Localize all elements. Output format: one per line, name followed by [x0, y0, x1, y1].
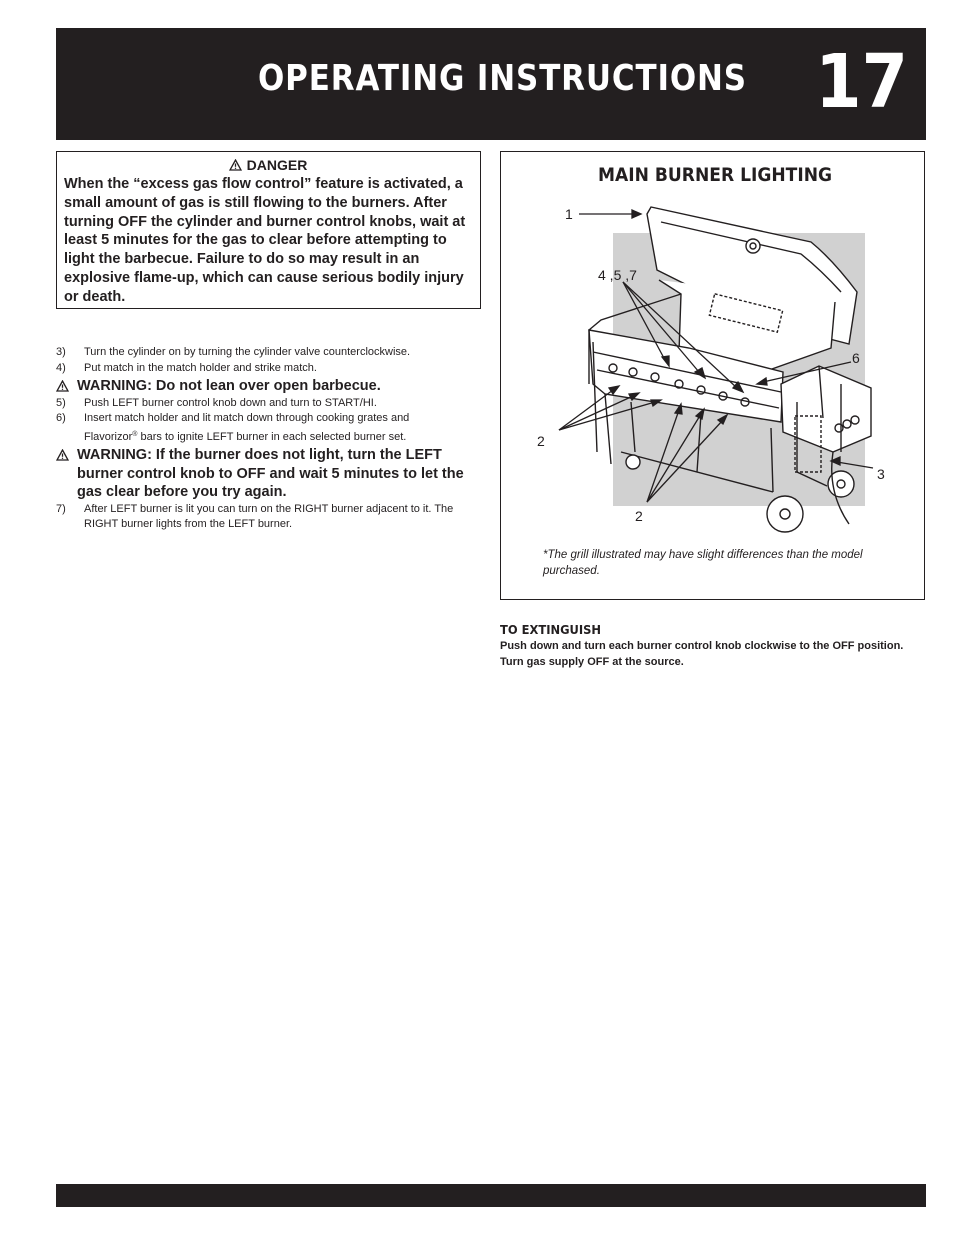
step-text: Push LEFT burner control knob down and turn to START/HI. [84, 396, 377, 409]
footer-bar [56, 1184, 926, 1207]
step-5 [56, 396, 486, 412]
step-number: 6) [56, 412, 66, 424]
warning-triangle-icon [56, 449, 69, 461]
callout-label-2-bottom: 2 [635, 508, 643, 524]
extinguish-text: Push down and turn each burner control knob clockwise to the OFF position. Turn gas supply OFF at the source. [500, 640, 904, 668]
step-text: Put match in the match holder and strike match. [84, 361, 317, 374]
step-text: After LEFT burner is lit you can turn on the RIGHT burner adjacent to it. The RIGHT burner lights from the LEFT burner. [84, 502, 454, 530]
step-7 [56, 502, 486, 533]
callout-label-2-left: 2 [537, 433, 545, 449]
danger-text: When the “excess gas flow control” feature is activated, a small amount of gas is still flowing to the burners. After turning OFF the cylinder and burner control knobs, wait at least 5 minutes for the gas to clear before attempting to light the barbecue. Failure to do so may result in an explosive flame-up, which can cause serious bodily injury or death. [64, 176, 466, 305]
step-3 [56, 345, 486, 361]
grill-illustration [501, 152, 924, 599]
step-text: Turn the cylinder on by turning the cylinder valve counterclockwise. [84, 346, 411, 358]
lighting-steps [56, 345, 486, 533]
page-title: OPERATING INSTRUCTIONS [258, 58, 747, 99]
extinguish-section [500, 622, 920, 670]
step-number: 7) [56, 502, 66, 515]
page-header [56, 28, 926, 140]
warning-text: WARNING: If the burner does not light, turn the LEFT burner control knob to OFF and wait 5 minutes to let the gas clear before you try again. [77, 447, 464, 500]
callout-label-4-5-7: 4 ,5 ,7 [598, 267, 637, 283]
warning-lean [56, 377, 486, 396]
warning-text: WARNING: Do not lean over open barbecue. [77, 378, 381, 394]
step-number: 3) [56, 346, 66, 358]
warning-triangle-icon [56, 380, 69, 392]
figure-title: MAIN BURNER LIGHTING [598, 164, 833, 186]
danger-heading-text: DANGER [246, 157, 308, 173]
step-text: Insert match holder and lit match down through cooking grates and [84, 412, 410, 424]
step-text-brand: Flavorizor [84, 430, 133, 443]
warning-triangle-icon [229, 159, 242, 171]
step-number: 4) [56, 361, 66, 374]
callout-label-1: 1 [565, 206, 573, 222]
step-number: 5) [56, 396, 66, 409]
danger-box [56, 151, 481, 309]
step-6 [56, 411, 486, 445]
step-text: bars to ignite LEFT burner in each selected burner set. [137, 430, 407, 443]
registered-mark: ® [132, 430, 138, 438]
callout-label-6: 6 [852, 350, 860, 366]
step-4 [56, 361, 486, 377]
figure-main-burner-lighting [500, 151, 925, 600]
wheel-front [767, 496, 803, 532]
extinguish-heading: TO EXTINGUISH [500, 622, 602, 637]
danger-heading [64, 156, 472, 174]
page-number: 17 [815, 39, 908, 125]
warning-burner [56, 446, 486, 502]
figure-caption: *The grill illustrated may have slight differences than the model purchased. [543, 549, 863, 577]
callout-label-3: 3 [877, 466, 885, 482]
